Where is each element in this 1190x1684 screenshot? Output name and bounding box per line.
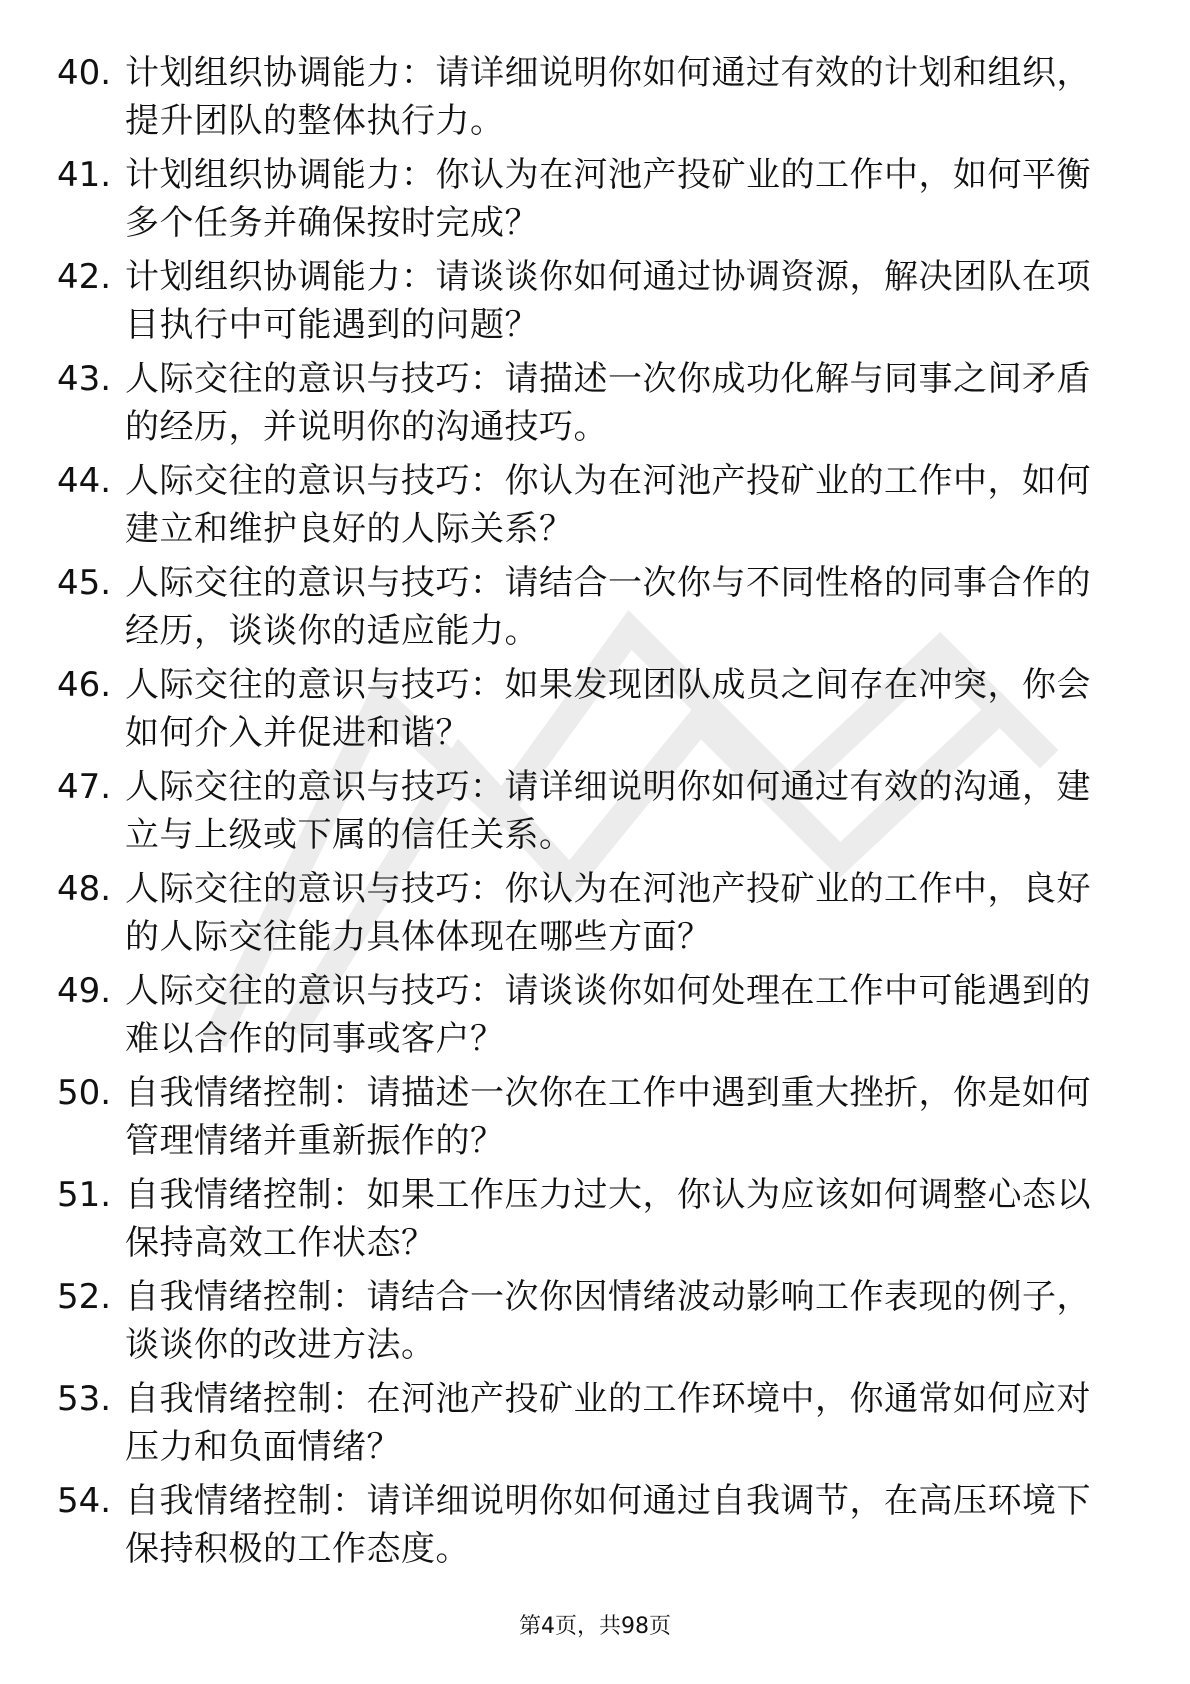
question-item — [0, 661, 1190, 763]
question-number: 44. — [57, 461, 112, 501]
question-item — [0, 457, 1190, 559]
question-text: 计划组织协调能力：请谈谈你如何通过协调资源，解决团队在项目执行中可能遇到的问题？ — [125, 257, 1091, 345]
question-text: 自我情绪控制：请描述一次你在工作中遇到重大挫折，你是如何管理情绪并重新振作的？ — [125, 1073, 1091, 1161]
question-text: 自我情绪控制：请详细说明你如何通过自我调节，在高压环境下保持积极的工作态度。 — [125, 1481, 1091, 1569]
question-number: 41. — [57, 155, 112, 195]
question-number: 47. — [57, 767, 112, 807]
question-text: 人际交往的意识与技巧：如果发现团队成员之间存在冲突，你会如何介入并促进和谐？ — [125, 665, 1091, 753]
question-item — [0, 1477, 1190, 1579]
question-text: 人际交往的意识与技巧：请详细说明你如何通过有效的沟通，建立与上级或下属的信任关系。 — [125, 767, 1091, 855]
question-text: 自我情绪控制：请结合一次你因情绪波动影响工作表现的例子，谈谈你的改进方法。 — [125, 1277, 1091, 1365]
question-item — [0, 559, 1190, 661]
question-number: 52. — [57, 1277, 112, 1317]
question-number: 45. — [57, 563, 112, 603]
question-item — [0, 1375, 1190, 1477]
question-number: 42. — [57, 257, 112, 297]
question-number: 49. — [57, 971, 112, 1011]
question-item — [0, 355, 1190, 457]
question-number: 51. — [57, 1175, 112, 1215]
page-footer: 第4页，共98页 — [519, 1614, 671, 1639]
question-item — [0, 1069, 1190, 1171]
question-text: 自我情绪控制：在河池产投矿业的工作环境中，你通常如何应对压力和负面情绪？ — [125, 1379, 1091, 1467]
question-number: 50. — [57, 1073, 112, 1113]
question-item — [0, 253, 1190, 355]
question-text: 人际交往的意识与技巧：请结合一次你与不同性格的同事合作的经历，谈谈你的适应能力。 — [125, 563, 1091, 651]
question-list — [0, 49, 1190, 1579]
question-number: 43. — [57, 359, 112, 399]
question-item — [0, 1171, 1190, 1273]
question-item — [0, 865, 1190, 967]
question-item — [0, 49, 1190, 151]
question-item — [0, 151, 1190, 253]
question-text: 自我情绪控制：如果工作压力过大，你认为应该如何调整心态以保持高效工作状态？ — [125, 1175, 1091, 1263]
question-number: 54. — [57, 1481, 112, 1521]
question-number: 53. — [57, 1379, 112, 1419]
question-item — [0, 1273, 1190, 1375]
question-item — [0, 763, 1190, 865]
question-text: 人际交往的意识与技巧：请描述一次你成功化解与同事之间矛盾的经历，并说明你的沟通技巧。 — [125, 359, 1091, 447]
question-text: 计划组织协调能力：你认为在河池产投矿业的工作中，如何平衡多个任务并确保按时完成？ — [125, 155, 1091, 243]
question-number: 48. — [57, 869, 112, 909]
question-number: 40. — [57, 53, 112, 93]
question-text: 人际交往的意识与技巧：请谈谈你如何处理在工作中可能遇到的难以合作的同事或客户？ — [125, 971, 1091, 1059]
question-text: 人际交往的意识与技巧：你认为在河池产投矿业的工作中，如何建立和维护良好的人际关系？ — [125, 461, 1091, 549]
question-text: 计划组织协调能力：请详细说明你如何通过有效的计划和组织，提升团队的整体执行力。 — [125, 53, 1091, 141]
question-item — [0, 967, 1190, 1069]
question-text: 人际交往的意识与技巧：你认为在河池产投矿业的工作中，良好的人际交往能力具体体现在哪些方面？ — [125, 869, 1091, 957]
question-number: 46. — [57, 665, 112, 705]
